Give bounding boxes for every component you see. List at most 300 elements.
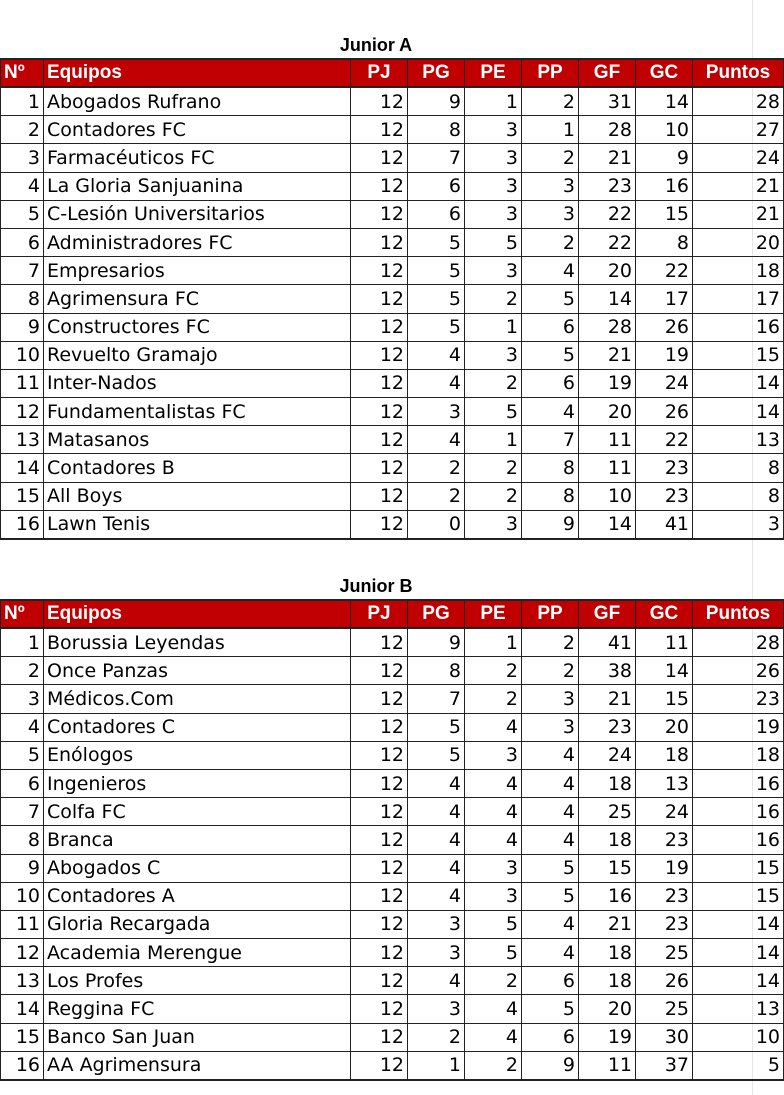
cell-points: 10	[693, 1023, 784, 1051]
cell-points: 15	[693, 854, 784, 882]
cell-pg: 0	[408, 510, 465, 539]
cell-pj: 12	[351, 116, 408, 144]
cell-pg: 7	[408, 144, 465, 172]
cell-team: Farmacéuticos FC	[44, 144, 351, 172]
header-cell-number: Nº	[1, 59, 44, 87]
table-row	[1, 313, 784, 341]
cell-pe: 3	[465, 882, 522, 910]
cell-pg: 2	[408, 1023, 465, 1051]
header-cell-pg: PG	[408, 600, 465, 628]
table-row	[1, 910, 784, 938]
cell-gf: 41	[579, 628, 636, 657]
header-cell-pj: PJ	[351, 59, 408, 87]
header-cell-pj: PJ	[351, 600, 408, 628]
cell-pp: 4	[522, 769, 579, 797]
cell-gc: 19	[636, 341, 693, 369]
cell-team: AA Agrimensura	[44, 1051, 351, 1080]
table-body	[1, 628, 784, 1080]
cell-pg: 3	[408, 995, 465, 1023]
cell-pg: 4	[408, 798, 465, 826]
cell-points: 16	[693, 769, 784, 797]
cell-team: Enólogos	[44, 741, 351, 769]
cell-team: Reggina FC	[44, 995, 351, 1023]
table-row	[1, 228, 784, 256]
cell-pp: 7	[522, 426, 579, 454]
cell-number: 9	[1, 313, 44, 341]
cell-number: 12	[1, 939, 44, 967]
cell-pj: 12	[351, 510, 408, 539]
cell-team: Médicos.Com	[44, 685, 351, 713]
cell-team: Abogados C	[44, 854, 351, 882]
cell-pj: 12	[351, 482, 408, 510]
table-row	[1, 510, 784, 539]
cell-gf: 18	[579, 967, 636, 995]
table-row	[1, 172, 784, 200]
cell-pp: 6	[522, 967, 579, 995]
cell-pp: 3	[522, 172, 579, 200]
header-cell-number: Nº	[1, 600, 44, 628]
cell-gf: 23	[579, 713, 636, 741]
cell-pp: 9	[522, 510, 579, 539]
table-row	[1, 685, 784, 713]
cell-pe: 5	[465, 910, 522, 938]
cell-pe: 4	[465, 995, 522, 1023]
cell-pj: 12	[351, 854, 408, 882]
cell-pe: 4	[465, 798, 522, 826]
cell-team: Matasanos	[44, 426, 351, 454]
cell-team: C-Lesión Universitarios	[44, 200, 351, 228]
cell-pg: 3	[408, 939, 465, 967]
cell-pj: 12	[351, 426, 408, 454]
cell-pj: 12	[351, 685, 408, 713]
standings-table	[0, 58, 784, 540]
cell-gc: 23	[636, 826, 693, 854]
cell-gc: 30	[636, 1023, 693, 1051]
table-row	[1, 798, 784, 826]
cell-number: 5	[1, 741, 44, 769]
cell-number: 3	[1, 144, 44, 172]
cell-pe: 4	[465, 769, 522, 797]
header-cell-points: Puntos	[693, 59, 784, 87]
cell-team: Administradores FC	[44, 228, 351, 256]
cell-number: 5	[1, 200, 44, 228]
cell-pe: 4	[465, 713, 522, 741]
cell-pj: 12	[351, 398, 408, 426]
cell-gc: 14	[636, 87, 693, 116]
cell-points: 20	[693, 228, 784, 256]
cell-pg: 5	[408, 741, 465, 769]
cell-team: Ingenieros	[44, 769, 351, 797]
cell-number: 6	[1, 769, 44, 797]
cell-number: 4	[1, 172, 44, 200]
cell-pg: 1	[408, 1051, 465, 1080]
cell-pg: 6	[408, 172, 465, 200]
header-cell-pp: PP	[522, 59, 579, 87]
cell-team: Branca	[44, 826, 351, 854]
cell-team: Inter-Nados	[44, 369, 351, 397]
cell-team: Empresarios	[44, 257, 351, 285]
cell-pp: 4	[522, 910, 579, 938]
cell-team: Fundamentalistas FC	[44, 398, 351, 426]
table-row	[1, 369, 784, 397]
cell-pg: 3	[408, 398, 465, 426]
table-row	[1, 1023, 784, 1051]
cell-team: Contadores C	[44, 713, 351, 741]
cell-team: Colfa FC	[44, 798, 351, 826]
cell-pp: 2	[522, 228, 579, 256]
cell-pp: 1	[522, 116, 579, 144]
cell-points: 21	[693, 172, 784, 200]
cell-number: 9	[1, 854, 44, 882]
cell-points: 3	[693, 510, 784, 539]
cell-gc: 8	[636, 228, 693, 256]
cell-pg: 5	[408, 313, 465, 341]
cell-gc: 17	[636, 285, 693, 313]
cell-points: 16	[693, 313, 784, 341]
cell-number: 14	[1, 995, 44, 1023]
cell-gc: 41	[636, 510, 693, 539]
cell-gf: 25	[579, 798, 636, 826]
cell-pj: 12	[351, 454, 408, 482]
cell-gf: 19	[579, 369, 636, 397]
table-row	[1, 741, 784, 769]
cell-points: 8	[693, 454, 784, 482]
table-row	[1, 285, 784, 313]
cell-gf: 21	[579, 341, 636, 369]
cell-pj: 12	[351, 826, 408, 854]
cell-pg: 9	[408, 87, 465, 116]
cell-gf: 18	[579, 769, 636, 797]
cell-pe: 5	[465, 398, 522, 426]
cell-points: 5	[693, 1051, 784, 1080]
cell-number: 8	[1, 285, 44, 313]
cell-pe: 3	[465, 341, 522, 369]
cell-number: 1	[1, 628, 44, 657]
table-row	[1, 144, 784, 172]
cell-gf: 19	[579, 1023, 636, 1051]
cell-points: 18	[693, 741, 784, 769]
cell-gf: 14	[579, 285, 636, 313]
cell-pp: 4	[522, 826, 579, 854]
cell-number: 13	[1, 426, 44, 454]
cell-pg: 5	[408, 228, 465, 256]
cell-gc: 26	[636, 398, 693, 426]
cell-pp: 2	[522, 657, 579, 685]
table-row	[1, 657, 784, 685]
standings-table	[0, 599, 784, 1081]
table-row	[1, 882, 784, 910]
cell-pe: 3	[465, 144, 522, 172]
cell-gf: 20	[579, 995, 636, 1023]
cell-number: 15	[1, 482, 44, 510]
header-cell-gc: GC	[636, 600, 693, 628]
cell-pg: 8	[408, 657, 465, 685]
cell-pj: 12	[351, 769, 408, 797]
cell-pj: 12	[351, 87, 408, 116]
header-cell-pe: PE	[465, 59, 522, 87]
cell-pp: 6	[522, 369, 579, 397]
cell-pe: 5	[465, 228, 522, 256]
table-row	[1, 454, 784, 482]
cell-number: 16	[1, 510, 44, 539]
cell-pe: 5	[465, 939, 522, 967]
cell-pj: 12	[351, 741, 408, 769]
cell-pj: 12	[351, 798, 408, 826]
cell-points: 16	[693, 798, 784, 826]
cell-points: 28	[693, 628, 784, 657]
cell-points: 24	[693, 144, 784, 172]
cell-pp: 8	[522, 454, 579, 482]
cell-team: Abogados Rufrano	[44, 87, 351, 116]
cell-pp: 4	[522, 257, 579, 285]
cell-number: 7	[1, 798, 44, 826]
cell-gf: 23	[579, 172, 636, 200]
cell-points: 14	[693, 398, 784, 426]
table-title: Junior A	[339, 35, 413, 55]
cell-pp: 2	[522, 144, 579, 172]
cell-gc: 26	[636, 967, 693, 995]
cell-pe: 3	[465, 854, 522, 882]
cell-pg: 4	[408, 369, 465, 397]
cell-gf: 18	[579, 826, 636, 854]
table-row	[1, 769, 784, 797]
table-row	[1, 939, 784, 967]
header-cell-team: Equipos	[44, 59, 351, 87]
cell-pj: 12	[351, 967, 408, 995]
cell-gc: 20	[636, 713, 693, 741]
cell-gc: 16	[636, 172, 693, 200]
cell-points: 26	[693, 657, 784, 685]
cell-pj: 12	[351, 995, 408, 1023]
cell-points: 21	[693, 200, 784, 228]
cell-gc: 22	[636, 257, 693, 285]
cell-pj: 12	[351, 882, 408, 910]
cell-gc: 18	[636, 741, 693, 769]
cell-pg: 8	[408, 116, 465, 144]
cell-number: 11	[1, 910, 44, 938]
cell-points: 14	[693, 939, 784, 967]
cell-pj: 12	[351, 144, 408, 172]
cell-gf: 11	[579, 1051, 636, 1080]
cell-pj: 12	[351, 628, 408, 657]
cell-gf: 28	[579, 116, 636, 144]
cell-team: Academia Merengue	[44, 939, 351, 967]
cell-points: 14	[693, 967, 784, 995]
cell-points: 15	[693, 341, 784, 369]
cell-pg: 9	[408, 628, 465, 657]
cell-gf: 16	[579, 882, 636, 910]
cell-points: 28	[693, 87, 784, 116]
cell-pj: 12	[351, 200, 408, 228]
cell-points: 14	[693, 369, 784, 397]
table-row	[1, 426, 784, 454]
cell-pp: 4	[522, 398, 579, 426]
cell-points: 18	[693, 257, 784, 285]
cell-pe: 3	[465, 172, 522, 200]
cell-number: 10	[1, 882, 44, 910]
cell-pg: 4	[408, 882, 465, 910]
cell-pe: 1	[465, 628, 522, 657]
cell-points: 16	[693, 826, 784, 854]
cell-pe: 3	[465, 741, 522, 769]
cell-gf: 38	[579, 657, 636, 685]
cell-number: 13	[1, 967, 44, 995]
cell-gf: 21	[579, 910, 636, 938]
cell-number: 6	[1, 228, 44, 256]
cell-pj: 12	[351, 313, 408, 341]
cell-gc: 24	[636, 798, 693, 826]
standings-junior-b	[0, 573, 780, 1081]
header-row	[1, 59, 784, 87]
cell-pe: 1	[465, 313, 522, 341]
table-body	[1, 87, 784, 539]
cell-gc: 13	[636, 769, 693, 797]
cell-pe: 4	[465, 826, 522, 854]
cell-number: 3	[1, 685, 44, 713]
cell-pp: 5	[522, 882, 579, 910]
cell-number: 10	[1, 341, 44, 369]
cell-pj: 12	[351, 369, 408, 397]
header-cell-pe: PE	[465, 600, 522, 628]
table-row	[1, 482, 784, 510]
cell-pg: 5	[408, 257, 465, 285]
table-row	[1, 628, 784, 657]
cell-pg: 4	[408, 769, 465, 797]
cell-team: Revuelto Gramajo	[44, 341, 351, 369]
cell-pg: 5	[408, 713, 465, 741]
cell-pp: 6	[522, 1023, 579, 1051]
header-row	[1, 600, 784, 628]
table-row	[1, 995, 784, 1023]
table-row	[1, 967, 784, 995]
cell-gf: 18	[579, 939, 636, 967]
cell-pj: 12	[351, 285, 408, 313]
cell-pp: 4	[522, 741, 579, 769]
cell-pe: 1	[465, 87, 522, 116]
cell-gf: 21	[579, 685, 636, 713]
cell-gf: 14	[579, 510, 636, 539]
header-cell-gf: GF	[579, 600, 636, 628]
cell-gf: 10	[579, 482, 636, 510]
cell-pe: 3	[465, 200, 522, 228]
cell-pp: 5	[522, 341, 579, 369]
table-row	[1, 1051, 784, 1080]
cell-pe: 2	[465, 657, 522, 685]
cell-pj: 12	[351, 713, 408, 741]
cell-pp: 5	[522, 285, 579, 313]
table-row	[1, 200, 784, 228]
cell-gc: 23	[636, 482, 693, 510]
cell-pg: 2	[408, 482, 465, 510]
cell-pe: 2	[465, 369, 522, 397]
cell-team: Contadores B	[44, 454, 351, 482]
cell-points: 27	[693, 116, 784, 144]
header-cell-gc: GC	[636, 59, 693, 87]
cell-team: Contadores FC	[44, 116, 351, 144]
table-row	[1, 257, 784, 285]
cell-team: Gloria Recargada	[44, 910, 351, 938]
table-row	[1, 713, 784, 741]
cell-pj: 12	[351, 257, 408, 285]
cell-pp: 2	[522, 87, 579, 116]
cell-number: 12	[1, 398, 44, 426]
cell-team: Los Profes	[44, 967, 351, 995]
cell-gc: 37	[636, 1051, 693, 1080]
cell-pe: 3	[465, 116, 522, 144]
cell-team: All Boys	[44, 482, 351, 510]
cell-pj: 12	[351, 1023, 408, 1051]
cell-gf: 11	[579, 426, 636, 454]
cell-number: 16	[1, 1051, 44, 1080]
cell-pj: 12	[351, 172, 408, 200]
cell-pe: 2	[465, 285, 522, 313]
cell-gf: 21	[579, 144, 636, 172]
cell-points: 15	[693, 882, 784, 910]
cell-gc: 11	[636, 628, 693, 657]
cell-pg: 2	[408, 454, 465, 482]
header-cell-team: Equipos	[44, 600, 351, 628]
cell-gf: 31	[579, 87, 636, 116]
cell-pp: 5	[522, 995, 579, 1023]
cell-gc: 14	[636, 657, 693, 685]
cell-gf: 15	[579, 854, 636, 882]
cell-pe: 4	[465, 1023, 522, 1051]
cell-points: 23	[693, 685, 784, 713]
cell-points: 8	[693, 482, 784, 510]
table-row	[1, 854, 784, 882]
cell-pp: 2	[522, 628, 579, 657]
cell-pg: 4	[408, 426, 465, 454]
cell-pg: 7	[408, 685, 465, 713]
cell-gc: 26	[636, 313, 693, 341]
cell-pe: 2	[465, 685, 522, 713]
cell-pg: 3	[408, 910, 465, 938]
cell-pp: 5	[522, 854, 579, 882]
cell-pj: 12	[351, 910, 408, 938]
cell-pe: 1	[465, 426, 522, 454]
cell-pp: 3	[522, 200, 579, 228]
cell-gc: 23	[636, 882, 693, 910]
table-title: Junior B	[339, 576, 413, 596]
cell-team: Lawn Tenis	[44, 510, 351, 539]
cell-pp: 4	[522, 798, 579, 826]
cell-gc: 22	[636, 426, 693, 454]
table-row	[1, 341, 784, 369]
cell-pp: 6	[522, 313, 579, 341]
cell-pj: 12	[351, 341, 408, 369]
cell-pe: 2	[465, 482, 522, 510]
cell-pp: 9	[522, 1051, 579, 1080]
cell-team: Contadores A	[44, 882, 351, 910]
cell-number: 2	[1, 116, 44, 144]
cell-pe: 3	[465, 257, 522, 285]
cell-number: 14	[1, 454, 44, 482]
cell-gc: 15	[636, 685, 693, 713]
cell-gc: 10	[636, 116, 693, 144]
cell-gc: 25	[636, 939, 693, 967]
cell-pg: 4	[408, 826, 465, 854]
cell-team: La Gloria Sanjuanina	[44, 172, 351, 200]
cell-team: Constructores FC	[44, 313, 351, 341]
cell-points: 19	[693, 713, 784, 741]
header-cell-pg: PG	[408, 59, 465, 87]
cell-pg: 5	[408, 285, 465, 313]
cell-gf: 28	[579, 313, 636, 341]
cell-gc: 15	[636, 200, 693, 228]
cell-team: Banco San Juan	[44, 1023, 351, 1051]
standings-junior-a	[0, 32, 780, 540]
cell-number: 2	[1, 657, 44, 685]
